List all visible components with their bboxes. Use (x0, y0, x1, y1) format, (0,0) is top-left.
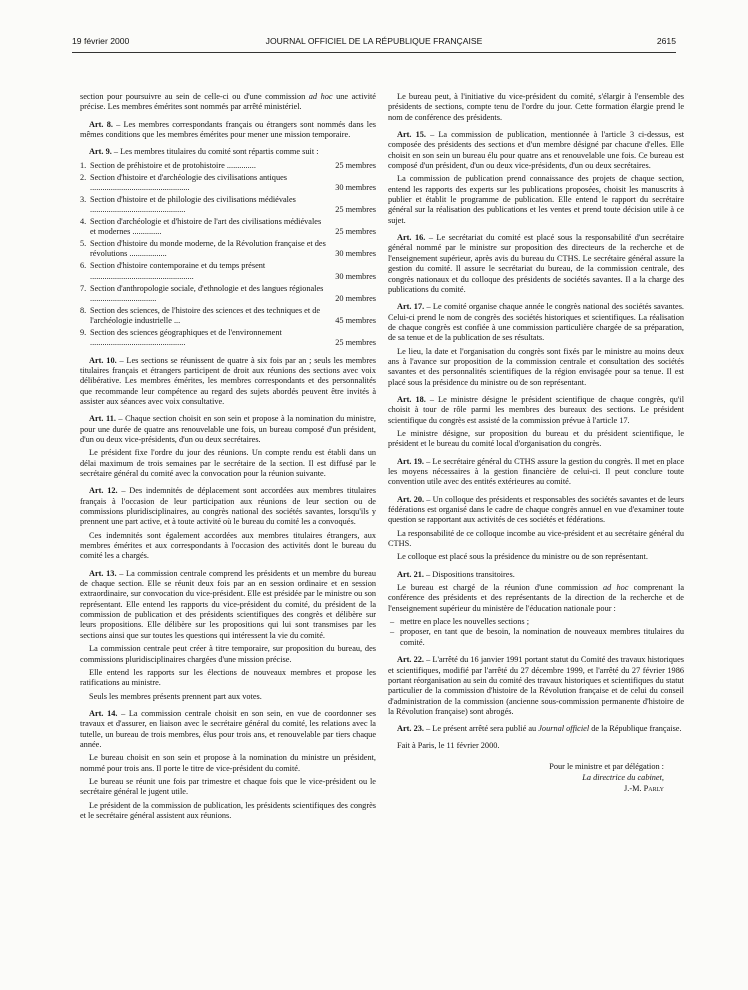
page-header (72, 36, 676, 50)
article-10: Art. 10. – Les sections se réunissent de quatre à six fois par an ; seuls les membres titulaires français et étrangers participent de droit aux réunions des sections avec voix délibérative. Les membres émérites, les membres correspondants et des personnalités que recommande leur compétence au regard des sujets abordés peuvent être invités à assister aux séances avec voix consultative. (80, 355, 376, 406)
section-number: 1. (80, 160, 87, 170)
article-16: Art. 16. – Le secrétariat du comité est placé sous la responsabilité d'un secrétaire général nommé par le ministre sur proposition des directeurs de la recherche et de l'enseignement supérieur, après avis du bureau du CTHS. Le secrétaire général assure la gestion du comité. Il assure le secrétariat du bureau, de la commission centrale, des congrès nationaux et du colloque des présidents de sociétés savantes. Il a la charge des publications du comité. (388, 233, 684, 294)
article-15-paragraph-2: La commission de publication prend connaissance des projets de chaque section, entend les rapports des experts sur les publications proposées, choisit les manuscrits à publier et établit le programme de publication. Elle entend le rapport du secrétaire général sur la réalisation des publications et les ventes et prend toute décision utile à ce sujet. (388, 174, 684, 225)
section-name: Section des sciences, de l'histoire des sciences et des techniques et de l'archéologie industrielle ... (90, 305, 321, 326)
section-item (80, 195, 376, 216)
section-number: 7. (80, 283, 87, 293)
section-member-count: 25 membres (335, 227, 376, 237)
article-21: Art. 21. – Dispositions transitoires. (397, 569, 515, 579)
article-21-list (388, 617, 684, 648)
article-18-paragraph-2: Le ministre désigne, sur proposition du bureau et du président scientifique, le président et le bureau du comité local d'organisation du congrès. (388, 428, 684, 449)
section-member-count: 25 membres (335, 338, 376, 348)
article-9: Art. 9. – Les membres titulaires du comité sont répartis comme suit : (89, 147, 319, 157)
section-number: 8. (80, 305, 87, 315)
right-column (388, 92, 684, 794)
section-name: Section de préhistoire et de protohistoire .............. (90, 160, 256, 170)
section-member-count: 30 membres (335, 271, 376, 281)
article-12: Art. 12. – Des indemnités de déplacement sont accordées aux membres titulaires français à l'occasion de leur participation aux réunions de leur section ou de commissions pluridisciplinaires, au congrès national des sociétés savantes, lorsqu'ils y prennent une part active, et à toute activité où le bureau du comité les a convoqués. (80, 486, 376, 527)
section-item (80, 173, 376, 194)
article-18: Art. 18. – Le ministre désigne le président scientifique de chaque congrès, qu'il choisit à tour de rôle parmi les membres des bureaux des sections. Le président scientifique du congrès est assisté de la commission prévue à l'article 17. (388, 394, 684, 425)
signature-name: J.-M. Parly (624, 783, 664, 793)
signature-delegation: Pour le ministre et par délégation : (549, 761, 664, 771)
article-23: Art. 23. – Le présent arrêté sera publié au Journal officiel de la République française. (397, 724, 682, 734)
section-name: Section d'histoire et de philologie des civilisations médiévales .............................................. (90, 194, 296, 215)
section-item (80, 217, 376, 238)
header-title: JOURNAL OFFICIEL DE LA RÉPUBLIQUE FRANÇAISE (265, 36, 483, 46)
left-column (80, 92, 376, 824)
article-17-paragraph-2: Le lieu, la date et l'organisation du congrès sont fixés par le ministre au moins deux ans à l'avance sur proposition de la commission centrale et consultation des sociétés savantes et des personnalités scientifiques de la région envisagée pour sa tenue. Il est placé sous la présidence du ministre ou de son représentant. (388, 346, 684, 387)
section-member-count: 25 membres (335, 205, 376, 215)
header-page-number: 2615 (656, 36, 676, 46)
section-member-count: 30 membres (335, 182, 376, 192)
signature-date: Fait à Paris, le 11 février 2000. (397, 740, 500, 750)
section-member-count: 25 membres (335, 160, 376, 170)
article-14-paragraph-3: Le bureau se réunit une fois par trimestre et chaque fois que le vice-président ou le secrétaire général le jugent utile. (80, 776, 376, 797)
article-13: Art. 13. – La commission centrale comprend les présidents et un membre du bureau de chaque section. Elle se réunit deux fois par an en session ordinaire et en session extraordinaire, sur convocation du vice-président. Elle est présidée par le ministre ou son représentant. Elle entend les rapports du vice-président du comité, du président de la commission de publication et des présidents scientifiques des congrès et délibère sur leurs propositions. Elle délibère sur les propositions qui lui sont transmises par les sections ainsi que sur toutes les questions qui intéressent la vie du comité. (80, 568, 376, 640)
article-19: Art. 19. – Le secrétaire général du CTHS assure la gestion du congrès. Il met en place les moyens nécessaires à la gestion financière de celui-ci. Il peut conclure toute convention utile avec des entités extérieures au comité. (388, 456, 684, 487)
bureau-paragraph: Le bureau peut, à l'initiative du vice-président du comité, s'élargir à l'ensemble des présidents de sections, compte tenu de l'ordre du jour. Cette formation élargie prend le nom de conférence des présidents. (388, 92, 684, 122)
section-item (80, 306, 376, 327)
section-name: Section des sciences géographiques et de l'environnement .............................................. (90, 327, 282, 348)
article-17: Art. 17. – Le comité organise chaque année le congrès national des sociétés savantes. Celui-ci prend le nom de congrès des sociétés historiques et scientifiques. La réalisation de chaque congrès est confiée à une commission particulière chargée de sa préparation, de sa tenue et de la publication de ses résultats. (388, 302, 684, 343)
article-15: Art. 15. – La commission de publication, mentionnée à l'article 3 ci-dessus, est composée des présidents des sections et d'un membre désigné par chacune d'elles. Elle choisit en son sein un bureau élu pour quatre ans et renouvelable une fois. Ce bureau est composé d'un président, d'un ou deux vice-présidents, d'un ou deux secrétaires. (388, 130, 684, 171)
article-20-paragraph-2: La responsabilité de ce colloque incombe au vice-président et au secrétaire général du CTHS. (388, 528, 684, 549)
section-name: Section d'histoire du monde moderne, de la Révolution française et des révolutions .................. (90, 239, 326, 259)
article-22: Art. 22. – L'arrêté du 16 janvier 1991 portant statut du Comité des travaux historiques et scientifiques, modifié par l'arrêté du 27 décembre 1999, et l'arrêté du 27 février 1986 portant réorganisation au sein du comité des travaux historiques et scientifiques du statut particulier de la commission d'histoire de la Révolution française et de celui du conseil d'administration de la commission (ancienne sous-commission permanente d'histoire de la Révolution française) sont abrogés. (388, 655, 684, 716)
section-name: Section d'anthropologie sociale, d'ethnologie et des langues régionales ................................ (90, 283, 324, 303)
article-12-paragraph-2: Ces indemnités sont également accordées aux membres titulaires étrangers, aux membres émérites et aux correspondants à l'occasion des activités dont le bureau du comité les a chargés. (80, 530, 376, 561)
article-11: Art. 11. – Chaque section choisit en son sein et propose à la nomination du ministre, pour une durée de quatre ans renouvelable une fois, un bureau composé d'un président, d'un ou deux vice-présidents, d'un ou deux secrétaires. (80, 414, 376, 444)
list-item: – proposer, en tant que de besoin, la nomination de nouveaux membres titulaires du comité. (388, 627, 684, 648)
list-item: – mettre en place les nouvelles sections ; (388, 617, 684, 627)
section-number: 3. (80, 194, 87, 204)
section-name: Section d'histoire et d'archéologie des civilisations antiques ................................................ (90, 172, 287, 192)
section-member-count: 30 membres (335, 249, 376, 259)
article-13-paragraph-3: Elle entend les rapports sur les élections de nouveaux membres et propose les ratifications au ministre. (80, 667, 376, 688)
section-number: 2. (80, 172, 87, 182)
section-number: 6. (80, 261, 87, 271)
section-number: 9. (80, 327, 87, 337)
article-14: Art. 14. – La commission centrale choisit en son sein, en vue de coordonner ses travaux et d'assurer, en liaison avec le secrétaire général du comité, les relations avec la tutelle, un bureau de trois membres, élus pour trois ans, et renouvelable par tiers chaque année. (80, 708, 376, 749)
signature-role: La directrice du cabinet, (582, 772, 664, 782)
article-21-paragraph-2: Le bureau est chargé de la réunion d'une commission ad hoc comprenant la conférence des présidents et des représentants de la direction de la recherche et de l'enseignement supérieur du ministère de l'éducation nationale pour : (388, 583, 685, 613)
section-name: Section d'histoire contemporaine et du temps présent .................................................. (90, 261, 266, 281)
article-8: Art. 8. – Les membres correspondants français ou étrangers sont nommés dans les mêmes conditions que les membres émérites pour mener une mission temporaire. (80, 119, 377, 140)
section-number: 5. (80, 239, 87, 249)
header-rule (72, 52, 676, 53)
section-item (80, 239, 376, 260)
article-14-paragraph-2: Le bureau choisit en son sein et propose à la nomination du ministre un président, nommé pour trois ans. Il porte le titre de vice-président du comité. (80, 753, 376, 773)
section-number: 4. (80, 216, 87, 226)
section-item (80, 284, 376, 305)
section-member-count: 45 membres (335, 316, 376, 326)
article-13-paragraph-2: La commission centrale peut créer à titre temporaire, sur proposition du bureau, des commissions pluridisciplinaires chargées d'une mission précise. (80, 644, 376, 664)
section-item (80, 261, 376, 282)
header-date: 19 février 2000 (72, 36, 130, 46)
signature-block (388, 761, 684, 794)
section-item (80, 328, 376, 349)
section-name: Section d'archéologie et d'histoire de l'art des civilisations médiévales et modernes .............. (90, 216, 322, 237)
section-member-count: 20 membres (335, 293, 376, 303)
article-20: Art. 20. – Un colloque des présidents et responsables des sociétés savantes et de leurs fédérations est organisé dans le cadre de chaque congrès annuel en vue d'examiner toute question se rapportant aux activités de ces sociétés et fédérations. (388, 494, 684, 525)
article-20-paragraph-3: Le colloque est placé sous la présidence du ministre ou de son représentant. (397, 552, 648, 562)
section-item (80, 161, 376, 171)
article-13-paragraph-4: Seuls les membres présents prennent part aux votes. (89, 691, 262, 701)
article-11-paragraph-2: Le président fixe l'ordre du jour des réunions. Un compte rendu est établi dans un délai maximum de trois semaines par le secrétaire de la section. Il est diffusé par le secrétaire général du comité avec la convocation pour la réunion suivante. (80, 448, 376, 478)
article-14-paragraph-4: Le président de la commission de publication, les présidents scientifiques des congrès et le secrétaire général assistent aux réunions. (80, 800, 376, 820)
sections-list (80, 161, 376, 349)
intro-paragraph: section pour poursuivre au sein de celle-ci ou d'une commission ad hoc une activité précise. Les membres émérites sont nommés par arrêté ministériel. (80, 92, 376, 112)
